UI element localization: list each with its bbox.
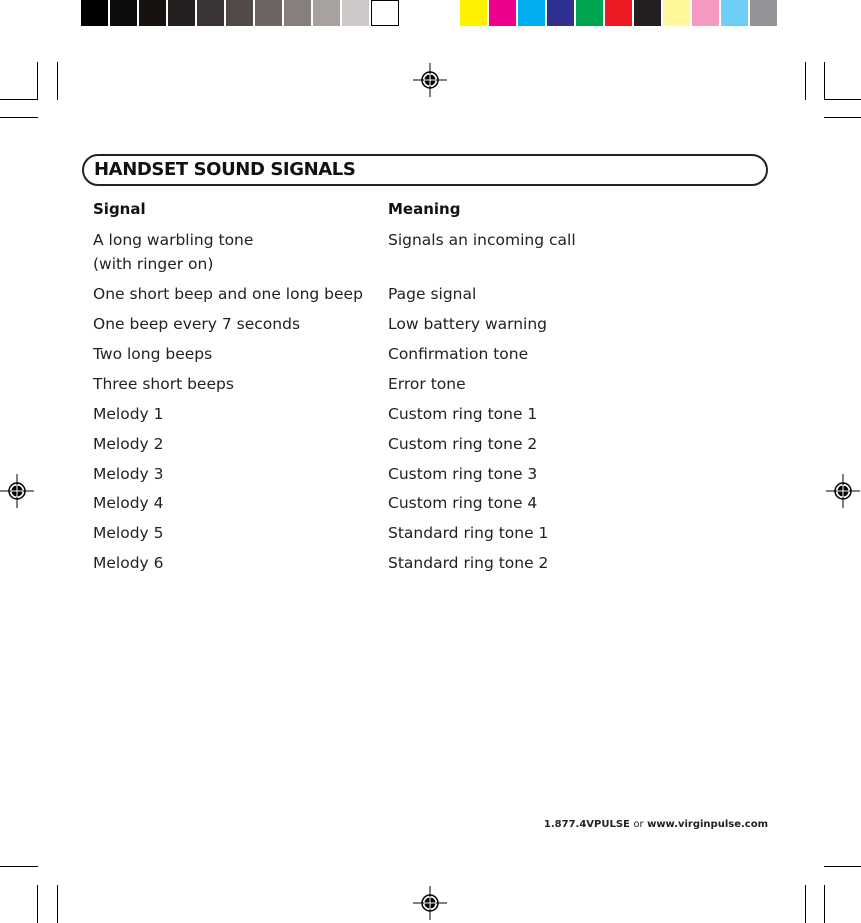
color-swatch bbox=[489, 0, 518, 26]
signal-cell: Melody 3 bbox=[93, 465, 164, 483]
signal-cell: Two long beeps bbox=[93, 345, 213, 363]
signal-cell: Melody 6 bbox=[93, 554, 164, 572]
meaning-cell: Custom ring tone 2 bbox=[388, 435, 538, 453]
crop-mark bbox=[824, 885, 825, 923]
color-swatch bbox=[721, 0, 750, 26]
meaning-column-header: Meaning bbox=[388, 200, 461, 218]
crop-mark bbox=[805, 885, 806, 923]
registration-mark-icon bbox=[413, 886, 447, 920]
crop-mark bbox=[824, 117, 861, 118]
gray-swatch bbox=[284, 0, 313, 26]
meaning-cell: Custom ring tone 3 bbox=[388, 465, 538, 483]
signal-cell: Three short beeps bbox=[93, 375, 234, 393]
signal-text-line2: (with ringer on) bbox=[93, 255, 214, 273]
signal-cell: One beep every 7 seconds bbox=[93, 315, 301, 333]
crop-mark bbox=[37, 885, 38, 923]
signal-text: A long warbling tone bbox=[93, 231, 254, 249]
crop-mark bbox=[824, 866, 861, 867]
meaning-cell: Low battery warning bbox=[388, 315, 548, 333]
gray-swatch bbox=[81, 0, 110, 26]
gray-swatch bbox=[313, 0, 342, 26]
crop-mark bbox=[824, 62, 825, 100]
color-swatch bbox=[634, 0, 663, 26]
color-swatch bbox=[547, 0, 576, 26]
color-swatch bbox=[605, 0, 634, 26]
crop-mark bbox=[57, 885, 58, 923]
color-swatch bbox=[518, 0, 547, 26]
color-swatch bbox=[576, 0, 605, 26]
gray-swatch bbox=[371, 0, 399, 26]
meaning-cell: Error tone bbox=[388, 375, 466, 393]
color-swatch bbox=[663, 0, 692, 26]
color-swatch bbox=[460, 0, 489, 26]
footer-separator: or bbox=[633, 819, 644, 830]
crop-mark bbox=[0, 99, 38, 100]
registration-mark-icon bbox=[826, 474, 860, 508]
meaning-cell: Signals an incoming call bbox=[388, 231, 576, 249]
crop-mark bbox=[805, 62, 806, 100]
signal-cell: Melody 2 bbox=[93, 435, 164, 453]
page-title: HANDSET SOUND SIGNALS bbox=[94, 159, 356, 180]
meaning-cell: Custom ring tone 4 bbox=[388, 494, 538, 512]
signal-cell: Melody 4 bbox=[93, 494, 164, 512]
crop-mark bbox=[57, 62, 58, 100]
signal-cell: One short beep and one long beep bbox=[93, 285, 363, 303]
meaning-cell: Page signal bbox=[388, 285, 477, 303]
meaning-cell: Standard ring tone 1 bbox=[388, 524, 549, 542]
registration-mark-icon bbox=[413, 63, 447, 97]
signal-cell: Melody 1 bbox=[93, 405, 164, 423]
color-swatch bbox=[692, 0, 721, 26]
section-title-box bbox=[82, 154, 768, 186]
signal-column-header: Signal bbox=[93, 200, 146, 218]
meaning-cell: Confirmation tone bbox=[388, 345, 529, 363]
crop-mark bbox=[824, 99, 861, 100]
crop-mark bbox=[37, 62, 38, 100]
gray-swatch bbox=[110, 0, 139, 26]
signal-cell: Melody 5 bbox=[93, 524, 164, 542]
gray-swatch bbox=[226, 0, 255, 26]
gray-swatch bbox=[342, 0, 371, 26]
grayscale-calibration-bar bbox=[81, 0, 399, 28]
meaning-cell: Standard ring tone 2 bbox=[388, 554, 549, 572]
gray-swatch bbox=[255, 0, 284, 26]
meaning-cell: Custom ring tone 1 bbox=[388, 405, 538, 423]
signal-cell bbox=[93, 228, 383, 276]
color-calibration-bar bbox=[460, 0, 779, 28]
color-swatch bbox=[750, 0, 779, 26]
footer-url-link[interactable]: www.virginpulse.com bbox=[647, 819, 768, 830]
gray-swatch bbox=[168, 0, 197, 26]
footer-phone: 1.877.4VPULSE bbox=[543, 819, 630, 830]
crop-mark bbox=[0, 866, 38, 867]
crop-mark bbox=[0, 117, 38, 118]
footer-contact bbox=[544, 819, 768, 830]
registration-mark-icon bbox=[0, 474, 34, 508]
gray-swatch bbox=[139, 0, 168, 26]
gray-swatch bbox=[197, 0, 226, 26]
